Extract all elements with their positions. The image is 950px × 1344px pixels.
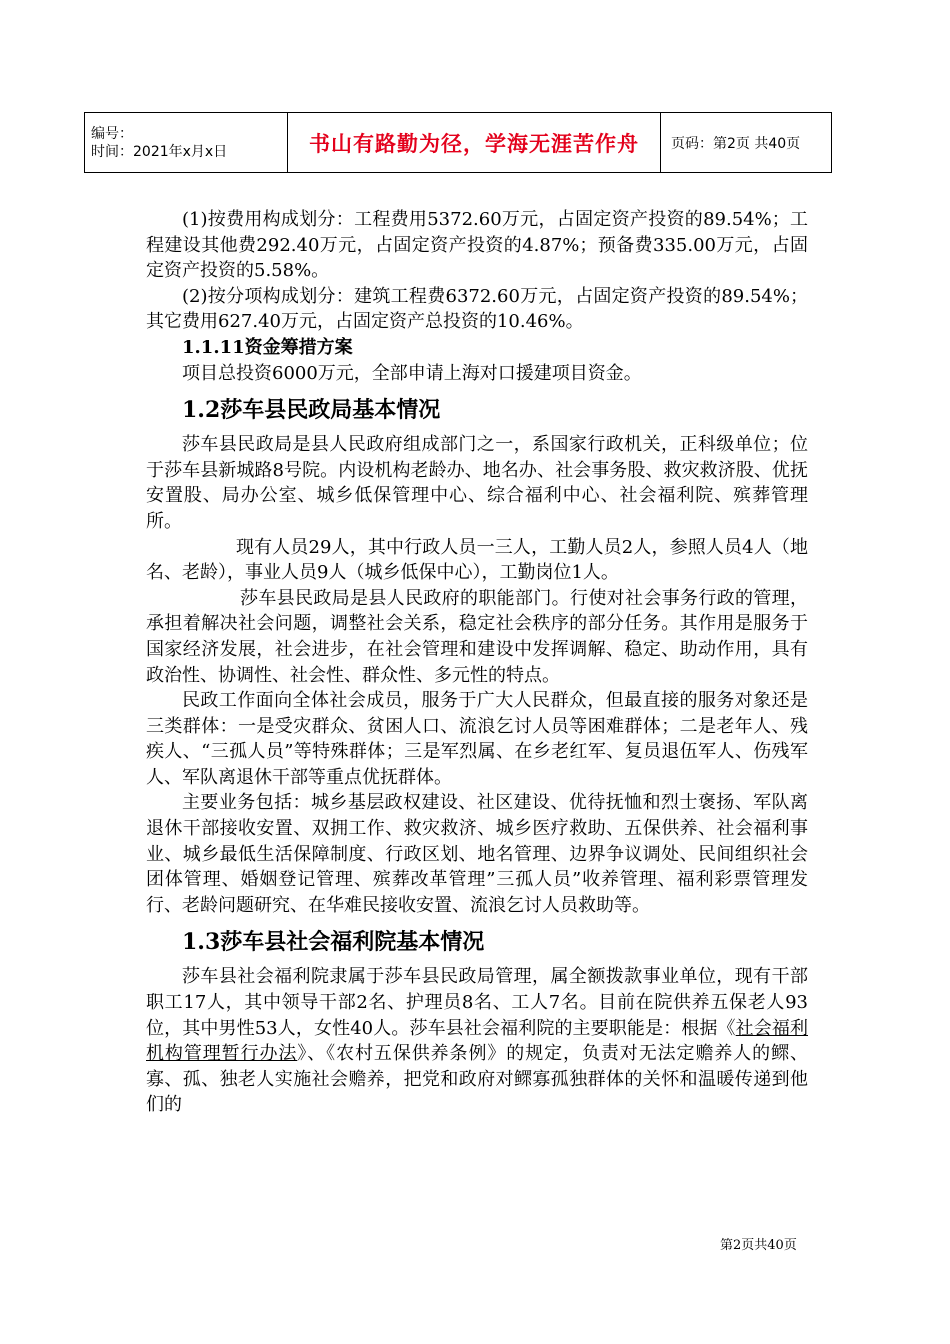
paragraph-main-business: 主要业务包括：城乡基层政权建设、社区建设、优待抚恤和烈士褒扬、军队离退休干部接收安置、双拥工作、救灾救济、城乡医疗救助、五保供养、社会福利事业、城乡最低生活保障制度、行政区划、地名管理、边界争议调处、民间组织社会团体管理、婚姻登记管理、殡葬改革管理”三孤人员”收养管理、福利彩票管理发行、老龄问题研究、在华难民接收安置、流浪乞讨人员救助等。 xyxy=(146,792,808,916)
header-page-label: 页码：第2页 共40页 xyxy=(661,113,832,173)
header-motto: 书山有路勤为径，学海无涯苦作舟 xyxy=(288,113,661,173)
paragraph-cost-composition: (1)按费用构成划分：工程费用5372.60万元，占固定资产投资的89.54%；工程建设其他费292.40万元，占固定资产投资的4.87%；预备费335.00万元，占固定资产投资的5.58%。 xyxy=(146,209,808,282)
paragraph-welfare-home xyxy=(146,964,808,1118)
section-heading-welfare-home: 1.3莎车县社会福利院基本情况 xyxy=(182,929,485,956)
section-heading-funding: 1.1.11资金筹措方案 xyxy=(182,336,353,358)
paragraph-bureau-intro: 莎车县民政局是县人民政府组成部门之一，系国家行政机关，正科级单位；位于莎车县新城路8号院。内设机构老龄办、地名办、社会事务股、救灾救济股、优抚安置股、局办公室、城乡低保管理中心、综合福利中心、社会福利院、殡葬管理所。 xyxy=(146,434,808,532)
time-label: 时间：2021年x月x日 xyxy=(91,143,228,160)
document-body xyxy=(146,207,808,1118)
number-label: 编号： xyxy=(91,125,133,142)
paragraph-service-targets: 民政工作面向全体社会成员，服务于广大人民群众，但最直接的服务对象还是三类群体：一是受灾群众、贫困人口、流浪乞讨人员等困难群体；二是老年人、残疾人、“三孤人员”等特殊群体；三是军烈属、在乡老红军、复员退伍军人、伤残军人、军队离退休干部等重点优抚群体。 xyxy=(146,690,808,788)
paragraph-functions: 莎车县民政局是县人民政府的职能部门。行使对社会事务行政的管理，承担着解决社会问题，调整社会关系，稳定社会秩序的部分任务。其作用是服务于国家经济发展，社会进步，在社会管理和建设中发挥调解、稳定、助动作用，具有政治性、协调性、社会性、群众性、多元性的特点。 xyxy=(146,587,808,686)
regulation-link[interactable]: 社会福利机构管理暂行办法 xyxy=(146,1017,808,1065)
paragraph-staff: 现有人员29人，其中行政人员一三人，工勤人员2人，参照人员4人（地名、老龄），事业人员9人（城乡低保中心），工勤岗位1人。 xyxy=(146,536,808,584)
welfare-text-pre: 莎车县社会福利院隶属于莎车县民政局管理，属全额拨款事业单位，现有干部职工17人，其中领导干部2名、护理员8名、工人7名。目前在院供养五保老人93位，其中男性53人，女性40人。莎车县社会福利院的主要职能是：根据《 xyxy=(146,966,808,1039)
paragraph-funding: 项目总投资6000万元，全部申请上海对口援建项目资金。 xyxy=(182,362,642,384)
page-footer: 第2页共40页 xyxy=(720,1238,797,1253)
header-table xyxy=(84,112,832,173)
paragraph-itemized-composition: (2)按分项构成划分：建筑工程费6372.60万元，占固定资产投资的89.54%；其它费用627.40万元，占固定资产总投资的10.46%。 xyxy=(146,285,808,333)
welfare-text-post: 》、《农村五保供养条例》的规定，负责对无法定赡养人的鳏、寡、孤、独老人实施社会赡养，把党和政府对鳏寡孤独群体的关怀和温暖传递到他们的 xyxy=(146,1043,809,1116)
section-heading-civil-affairs: 1.2莎车县民政局基本情况 xyxy=(182,397,441,424)
header-meta-cell xyxy=(85,113,288,173)
